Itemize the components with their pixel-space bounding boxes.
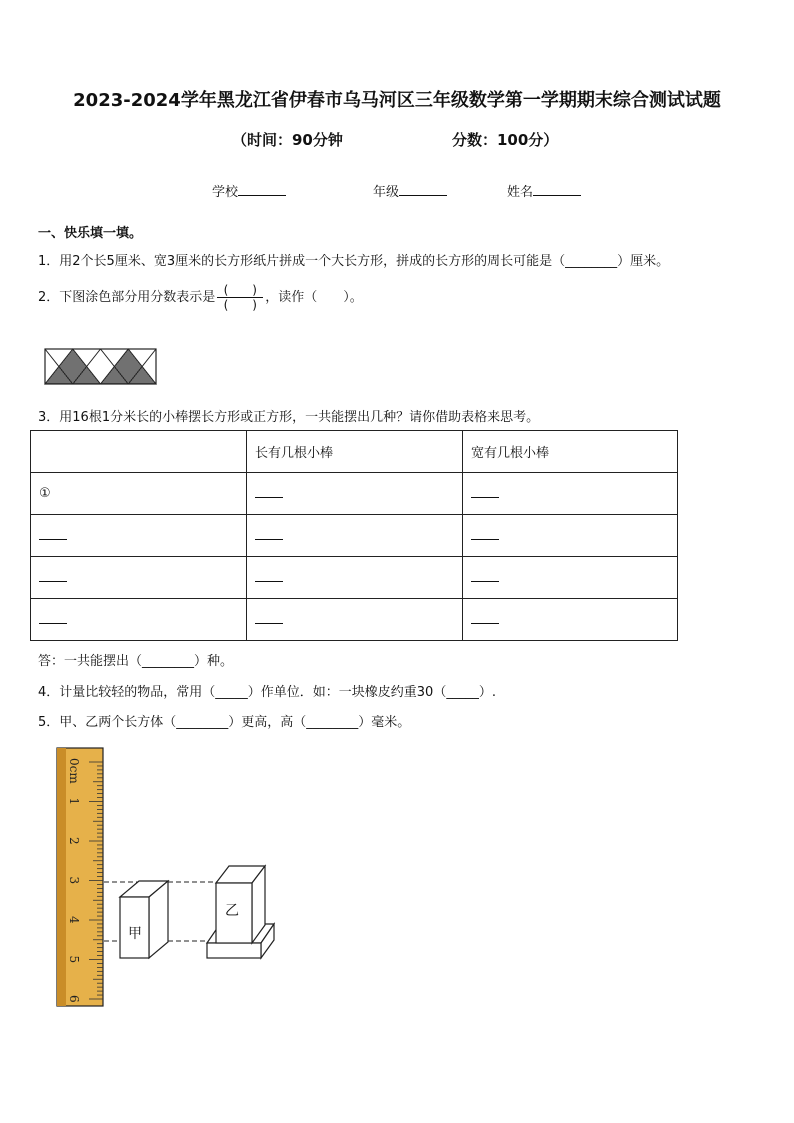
answer-blank[interactable] (471, 527, 499, 540)
blank-cell[interactable] (31, 515, 247, 557)
fraction-blank[interactable] (217, 284, 263, 311)
shaded-triangles-figure (44, 348, 158, 386)
answer-blank[interactable] (39, 569, 67, 582)
question-3-answer: 答：一共能摆出（________）种。 (38, 654, 234, 669)
blank-cell[interactable] (463, 557, 678, 599)
answer-blank[interactable] (255, 611, 283, 624)
question-3: 3．用16根1分米长的小棒摆长方形或正方形，一共能摆出几种？请你借助表格来思考。 (38, 410, 540, 425)
blank-cell[interactable] (463, 599, 678, 641)
question-4: 4．计量比较轻的物品，常用（_____）作单位．如：一块橡皮约重30（_____）. (38, 685, 496, 700)
name-blank[interactable] (533, 182, 581, 196)
box-yi-label: 乙 (225, 903, 239, 919)
blank-cell[interactable] (463, 515, 678, 557)
blank-cell[interactable] (247, 599, 463, 641)
table-row (31, 557, 678, 599)
ruler-number: 5 (67, 955, 81, 964)
table-row (31, 599, 678, 641)
box-jia (120, 881, 168, 958)
grade-label: 年级 (373, 185, 400, 200)
box-yi (216, 866, 265, 943)
blank-cell[interactable] (31, 557, 247, 599)
question-5: 5．甲、乙两个长方体（________）更高，高（________）毫米。 (38, 715, 411, 730)
blank-cell[interactable] (247, 557, 463, 599)
fraction-numerator: ( ) (223, 283, 257, 297)
school-label: 学校 (212, 185, 239, 200)
ruler-number: 2 (67, 837, 81, 845)
fraction-denominator: ( ) (223, 298, 257, 312)
answer-blank[interactable] (39, 611, 67, 624)
blank-cell[interactable] (247, 515, 463, 557)
answer-blank[interactable] (255, 527, 283, 540)
answer-blank[interactable] (255, 485, 283, 498)
answer-table (30, 430, 678, 641)
answer-blank[interactable] (39, 527, 67, 540)
school-field[interactable] (212, 181, 286, 200)
table-row (31, 515, 678, 557)
exam-score: 分数：100分） (452, 131, 559, 149)
section-1-title: 一、快乐填一填。 (38, 226, 143, 241)
ruler-edge (57, 748, 66, 1006)
ruler-number: 4 (67, 916, 81, 924)
ruler-unit-label: 0cm (67, 758, 81, 784)
ruler-number: 6 (67, 995, 81, 1003)
name-field[interactable] (507, 181, 581, 200)
name-label: 姓名 (507, 185, 534, 200)
answer-blank[interactable] (255, 569, 283, 582)
school-blank[interactable] (238, 182, 286, 196)
ruler-number: 1 (67, 797, 81, 806)
ruler-boxes-figure (54, 744, 284, 1008)
answer-blank[interactable] (471, 611, 499, 624)
grade-blank[interactable] (399, 182, 447, 196)
answer-blank[interactable] (471, 485, 499, 498)
exam-time: （时间：90分钟 (232, 131, 343, 149)
table-row (31, 473, 678, 515)
table-header-width: 宽有几根小棒 (463, 431, 678, 473)
answer-blank[interactable] (471, 569, 499, 582)
table-header-row (31, 431, 678, 473)
box-jia-label: 甲 (128, 926, 142, 942)
table-header-empty (31, 431, 247, 473)
question-2-text: 2．下图涂色部分用分数表示是 (38, 290, 216, 305)
table-header-length: 长有几根小棒 (247, 431, 463, 473)
question-2 (38, 284, 363, 311)
blank-cell[interactable] (31, 599, 247, 641)
blank-cell[interactable] (247, 473, 463, 515)
question-2-read: ，读作（ ）。 (265, 290, 363, 305)
page-title: 2023-2024学年黑龙江省伊春市乌马河区三年级数学第一学期期末综合测试试题 (73, 90, 721, 111)
row-label: ① (31, 473, 247, 515)
ruler-number: 3 (67, 876, 81, 885)
grade-field[interactable] (373, 181, 447, 200)
blank-cell[interactable] (463, 473, 678, 515)
question-1: 1．用2个长5厘米、宽3厘米的长方形纸片拼成一个大长方形，拼成的长方形的周长可能是（________）厘米。 (38, 254, 670, 269)
